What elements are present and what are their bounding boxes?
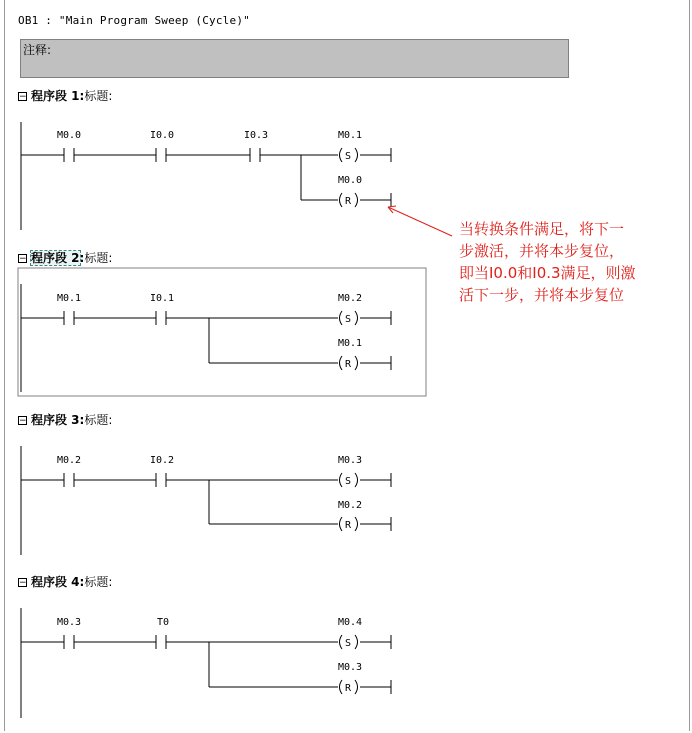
coil-s-m03[interactable] — [340, 473, 343, 487]
contact-label: I0.3 — [244, 130, 269, 141]
coil-type: S — [345, 638, 352, 649]
contact-label: T0 — [157, 617, 170, 628]
network-1-label: 程序段 1 — [31, 89, 80, 103]
network-4-label: 程序段 4 — [31, 575, 80, 589]
annotation-line: 即当I0.0和I0.3满足，则激 — [459, 264, 636, 282]
coil-type: R — [345, 196, 352, 207]
annotation-note — [459, 218, 689, 306]
collapse-icon[interactable]: − — [19, 416, 27, 426]
contact-label: M0.0 — [57, 130, 82, 141]
annotation-line: 当转换条件满足，将下一 — [459, 220, 625, 238]
coil-label: M0.2 — [338, 500, 363, 511]
coil-type: S — [345, 476, 352, 487]
coil-type: R — [345, 520, 352, 531]
network-3-title[interactable]: − 程序段 3:标题: — [19, 413, 113, 427]
comment-label: 注释: — [23, 43, 52, 57]
contact-label: M0.3 — [57, 617, 82, 628]
coil-label: M0.1 — [338, 338, 363, 349]
coil-r-m00[interactable] — [340, 193, 343, 207]
coil-label: M0.2 — [338, 293, 363, 304]
coil-label: M0.0 — [338, 175, 363, 186]
coil-type: S — [345, 314, 352, 325]
coil-r-m01[interactable] — [340, 356, 343, 370]
network-2-title[interactable]: − 程序段 2:标题: — [19, 251, 113, 265]
coil-label: M0.3 — [338, 455, 363, 466]
contact-label: M0.2 — [57, 455, 82, 466]
network-2-title-label: 标题: — [84, 251, 113, 265]
network-4-title-label: 标题: — [84, 575, 113, 589]
network-3-title-label: 标题: — [84, 413, 113, 427]
coil-s-m01[interactable] — [340, 148, 343, 162]
network-3-label: 程序段 3 — [31, 413, 80, 427]
network-2-label: 程序段 2 — [31, 251, 80, 265]
contact-label: I0.2 — [150, 455, 175, 466]
coil-label: M0.3 — [338, 662, 363, 673]
contact-label: I0.0 — [150, 130, 175, 141]
coil-label: M0.4 — [338, 617, 363, 628]
coil-s-m02[interactable] — [340, 311, 343, 325]
coil-s-m04[interactable] — [340, 635, 343, 649]
annotation-line: 步激活，并将本步复位， — [459, 242, 625, 260]
collapse-icon[interactable]: − — [19, 578, 27, 588]
network-1-title-label: 标题: — [84, 89, 113, 103]
coil-type: S — [345, 151, 352, 162]
coil-r-m03[interactable] — [340, 680, 343, 694]
collapse-icon[interactable]: − — [19, 254, 27, 264]
network-1-title[interactable]: − 程序段 1:标题: — [19, 89, 113, 103]
annotation-arrow — [388, 206, 452, 236]
collapse-icon[interactable]: − — [19, 92, 27, 102]
network-4-title[interactable]: − 程序段 4:标题: — [19, 575, 113, 589]
coil-type: R — [345, 359, 352, 370]
contact-label: I0.1 — [150, 293, 175, 304]
coil-label: M0.1 — [338, 130, 363, 141]
coil-r-m02[interactable] — [340, 517, 343, 531]
annotation-line: 活下一步，并将本步复位 — [459, 286, 625, 304]
coil-type: R — [345, 683, 352, 694]
block-header: OB1 : "Main Program Sweep (Cycle)" — [18, 14, 250, 27]
contact-label: M0.1 — [57, 293, 82, 304]
network-2-selection-frame — [18, 268, 426, 396]
